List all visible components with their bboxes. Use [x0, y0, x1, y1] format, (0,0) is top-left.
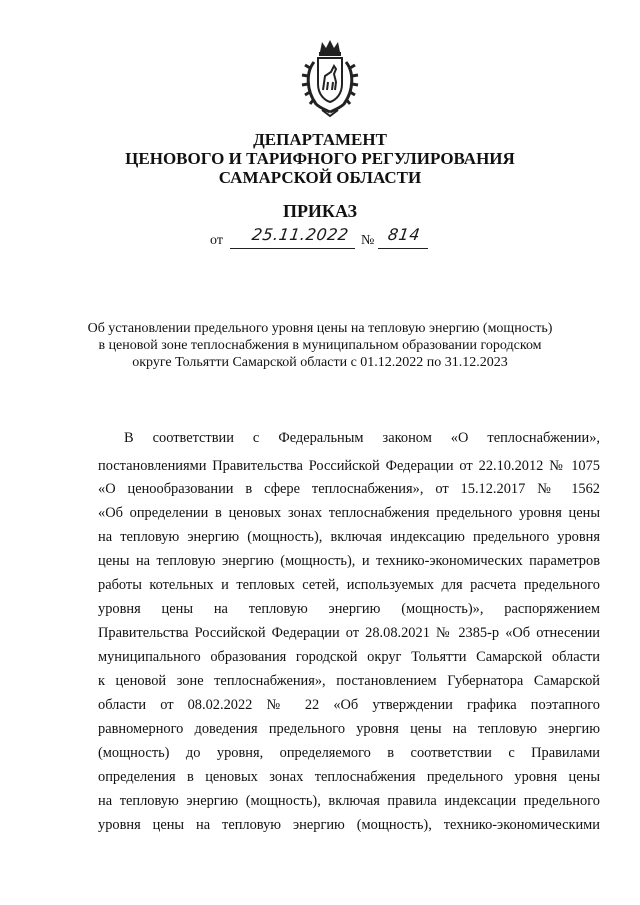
- body-line: на тепловую энергию (мощность), включая индексацию предельного уровня: [98, 529, 600, 545]
- body-line: муниципального образования городской округ Тольятти Самарской области: [98, 649, 600, 665]
- body-line: «О ценообразовании в сфере теплоснабжения», от 15.12.2017 № 1562: [98, 481, 600, 497]
- samara-region-coat-of-arms-icon: [300, 38, 360, 118]
- body-line: цены на тепловую энергию (мощность), и технико-экономических параметров: [98, 553, 600, 569]
- order-date-handwritten: 25.11.2022: [250, 225, 350, 244]
- subject-line: в ценовой зоне теплоснабжения в муниципальном образовании городском: [98, 338, 542, 353]
- body-line: (мощность) до уровня, определяемого в соответствии с Правилами: [98, 745, 600, 761]
- body-line: «Об определении в ценовых зонах теплоснабжения предельного уровня цены: [98, 505, 600, 521]
- body-line: на тепловую энергию (мощность), включая правила индексации предельного: [98, 793, 600, 809]
- body-line: В соответствии с Федеральным законом «О теплоснабжении»,: [124, 430, 600, 446]
- body-line: уровня цены на тепловую энергию (мощность)», распоряжением: [98, 601, 600, 617]
- number-label: №: [361, 233, 375, 248]
- coat-of-arms-emblem: [300, 38, 360, 118]
- order-number-handwritten: 814: [386, 225, 422, 244]
- department-name-line-2: ЦЕНОВОГО И ТАРИФНОГО РЕГУЛИРОВАНИЯ: [125, 149, 515, 168]
- subject-line: округе Тольятти Самарской области с 01.12.2022 по 31.12.2023: [132, 355, 508, 370]
- order-subject: [0, 320, 640, 371]
- body-line: определения в ценовых зонах теплоснабжения предельного уровня цены: [98, 769, 600, 785]
- date-label: от: [210, 233, 223, 248]
- body-line: равномерного доведения предельного уровня цены на тепловую энергию: [98, 721, 600, 737]
- body-line: Правительства Российской Федерации от 28.08.2021 № 2385-р «Об отнесении: [98, 625, 600, 641]
- body-line: постановлениями Правительства Российской Федерации от 22.10.2012 № 1075: [98, 458, 600, 474]
- subject-line: Об установлении предельного уровня цены на тепловую энергию (мощность): [87, 321, 553, 336]
- department-name-line-1: ДЕПАРТАМЕНТ: [253, 130, 387, 149]
- body-line: работы котельных и тепловых сетей, используемых для расчета предельного: [98, 577, 600, 593]
- order-title: ПРИКАЗ: [282, 201, 358, 221]
- department-name-line-3: САМАРСКОЙ ОБЛАСТИ: [218, 168, 422, 187]
- body-line: уровня цены на тепловую энергию (мощность), технико-экономическими: [98, 817, 600, 833]
- body-line: области от 08.02.2022 № 22 «Об утверждении графика поэтапного: [98, 697, 600, 713]
- body-line: к ценовой зоне теплоснабжения», постановлением Губернатора Самарской: [98, 673, 600, 689]
